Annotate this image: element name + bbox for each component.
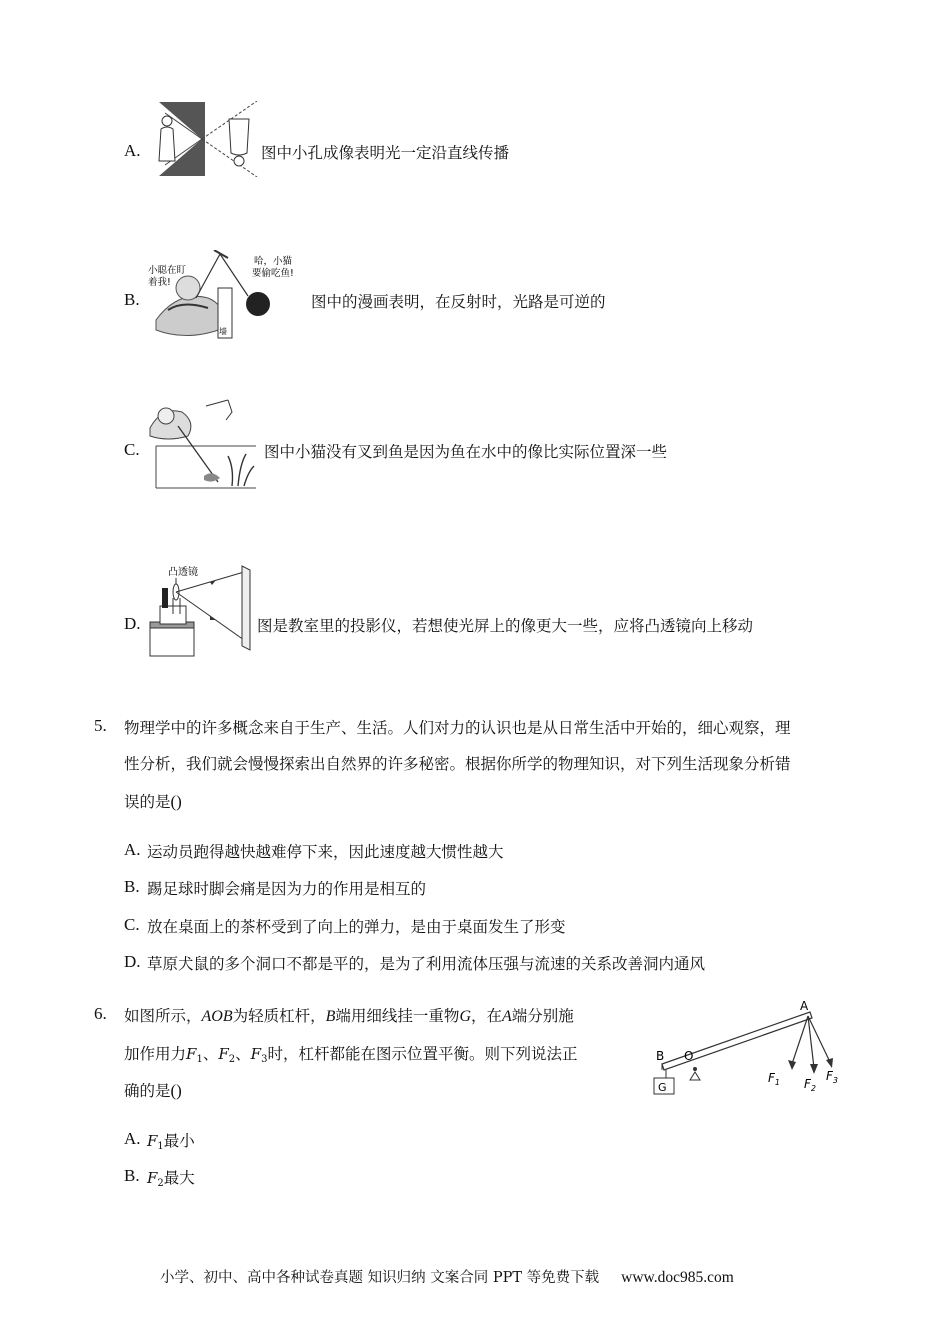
option-c-letter: C. (124, 440, 140, 459)
q6-f1-symbol: F (186, 1045, 197, 1063)
q6-f1-sub: 1 (196, 1054, 203, 1065)
q5-option-a-letter: A. (124, 840, 141, 859)
q6-option-a-text (147, 1129, 195, 1152)
lever-f2-label (804, 1077, 816, 1093)
q5-stem-line1: 物理学中的许多概念来自于生产、生活。人们对力的认识也是从日常生活中开始的，细心观察，理 (124, 719, 791, 737)
cartoon-reflection-figure (148, 250, 308, 342)
q6-l2-b: 时，杠杆都能在图示位置平衡。则下列说法正 (267, 1045, 578, 1063)
q6-l1-a: 如图所示， (124, 1007, 202, 1025)
q5-option-b-text: 踢足球时脚会痛是因为力的作用是相互的 (147, 880, 427, 898)
lever-figure (646, 998, 850, 1098)
q6-answer-paren: () (170, 1081, 182, 1100)
cartoon-left-line2: 着我! (148, 277, 171, 288)
lever-f3-sub: 3 (832, 1076, 838, 1085)
lever-g-label: G (658, 1081, 667, 1094)
q6-stem-line3 (124, 1079, 182, 1101)
q5-option-b-letter: B. (124, 877, 140, 896)
pinhole-imaging-figure (155, 101, 259, 177)
q6-opt-b-desc: 最大 (163, 1169, 195, 1187)
q6-f2-sub: 2 (228, 1054, 236, 1065)
q6-aob: AOB (201, 1008, 233, 1025)
q6-sep2: 、 (235, 1045, 251, 1063)
lever-f3-symbol: F (826, 1069, 833, 1083)
q6-g: G (459, 1008, 471, 1025)
q6-f3-sub: 3 (261, 1054, 268, 1065)
option-a-text: 图中小孔成像表明光一定沿直线传播 (261, 144, 510, 162)
cartoon-left-line1: 小聪在盯 (148, 265, 187, 276)
q6-l1-b: 为轻质杠杆， (232, 1007, 326, 1025)
lever-o-label: O (684, 1049, 694, 1063)
cartoon-right-line1: 哈，小猫 (254, 256, 293, 267)
lever-f3-label (826, 1069, 838, 1085)
q5-option-c-text: 放在桌面上的茶杯受到了向上的弹力，是由于桌面发生了形变 (147, 918, 566, 936)
q6-opt-b-f: F (147, 1169, 158, 1187)
q5-option-d-text: 草原犬鼠的多个洞口不都是平的，是为了利用流体压强与流速的关系改善洞内通风 (147, 955, 706, 973)
q5-stem-line3-text: 误的是 (124, 793, 171, 811)
q6-l1-e: 端分别施 (511, 1007, 574, 1025)
q6-stem-line2 (124, 1042, 577, 1065)
option-b-text: 图中的漫画表明，在反射时，光路是可逆的 (311, 293, 606, 311)
option-a-letter: A. (124, 141, 141, 160)
option-d-letter: D. (124, 614, 141, 633)
q6-l1-c: 端用细线挂一重物 (335, 1007, 460, 1025)
q6-b-end: B (325, 1008, 336, 1025)
q6-option-a-letter: A. (124, 1129, 141, 1148)
lever-b-label: B (656, 1049, 665, 1063)
q6-opt-a-desc: 最小 (163, 1132, 195, 1150)
q6-f2-symbol: F (218, 1045, 229, 1063)
wall-label: 墙 (219, 327, 227, 336)
lever-f2-sub: 2 (810, 1084, 816, 1093)
q5-answer-paren: () (170, 792, 182, 811)
q6-opt-b-sub: 2 (157, 1178, 164, 1189)
cartoon-right-line2: 要偷吃鱼! (252, 268, 294, 279)
q5-stem-line2: 性分析，我们就会慢慢探索出自然界的许多秘密。根据你所学的物理知识，对下列生活现象分析错 (124, 755, 791, 773)
q6-l1-d: ，在 (471, 1007, 503, 1025)
q6-stem-line1 (124, 1004, 574, 1026)
q6-l2-a: 加作用力 (124, 1045, 187, 1063)
q5-number: 5. (94, 716, 107, 735)
option-c-text: 图中小猫没有叉到鱼是因为鱼在水中的像比实际位置深一些 (264, 443, 668, 461)
q6-option-b-letter: B. (124, 1166, 140, 1185)
option-b-letter: B. (124, 290, 140, 309)
page-footer (160, 1266, 734, 1287)
q6-l3-text: 确的是 (124, 1082, 171, 1100)
option-d-text: 图是教室里的投影仪，若想使光屏上的像更大一些，应将凸透镜向上移动 (257, 617, 754, 635)
q5-option-a-text: 运动员跑得越快越难停下来，因此速度越大惯性越大 (147, 843, 504, 861)
lever-f1-label (768, 1071, 780, 1087)
q6-number: 6. (94, 1004, 107, 1023)
q6-a-end: A (502, 1008, 512, 1025)
projector-figure (146, 562, 256, 662)
q5-option-d-letter: D. (124, 952, 141, 971)
lever-f2-symbol: F (804, 1077, 811, 1091)
footer-text: 小学、初中、高中各种试卷真题 知识归纳 文案合同 PPT 等免费下载 (160, 1270, 600, 1286)
q6-option-b-text (147, 1166, 195, 1189)
convex-lens-label: 凸透镜 (168, 567, 198, 578)
q6-f3-symbol: F (250, 1045, 262, 1063)
footer-url[interactable]: www.doc985.com (621, 1269, 734, 1286)
q6-opt-a-sub: 1 (157, 1141, 164, 1152)
cat-fishing-figure (148, 398, 260, 490)
lever-f1-sub: 1 (774, 1078, 780, 1087)
q6-sep1: 、 (202, 1045, 219, 1063)
lever-a-label: A (800, 999, 809, 1013)
q6-opt-a-f: F (147, 1132, 158, 1150)
q5-stem-line3 (124, 790, 182, 812)
q5-option-c-letter: C. (124, 915, 140, 934)
lever-f1-symbol: F (768, 1071, 775, 1085)
